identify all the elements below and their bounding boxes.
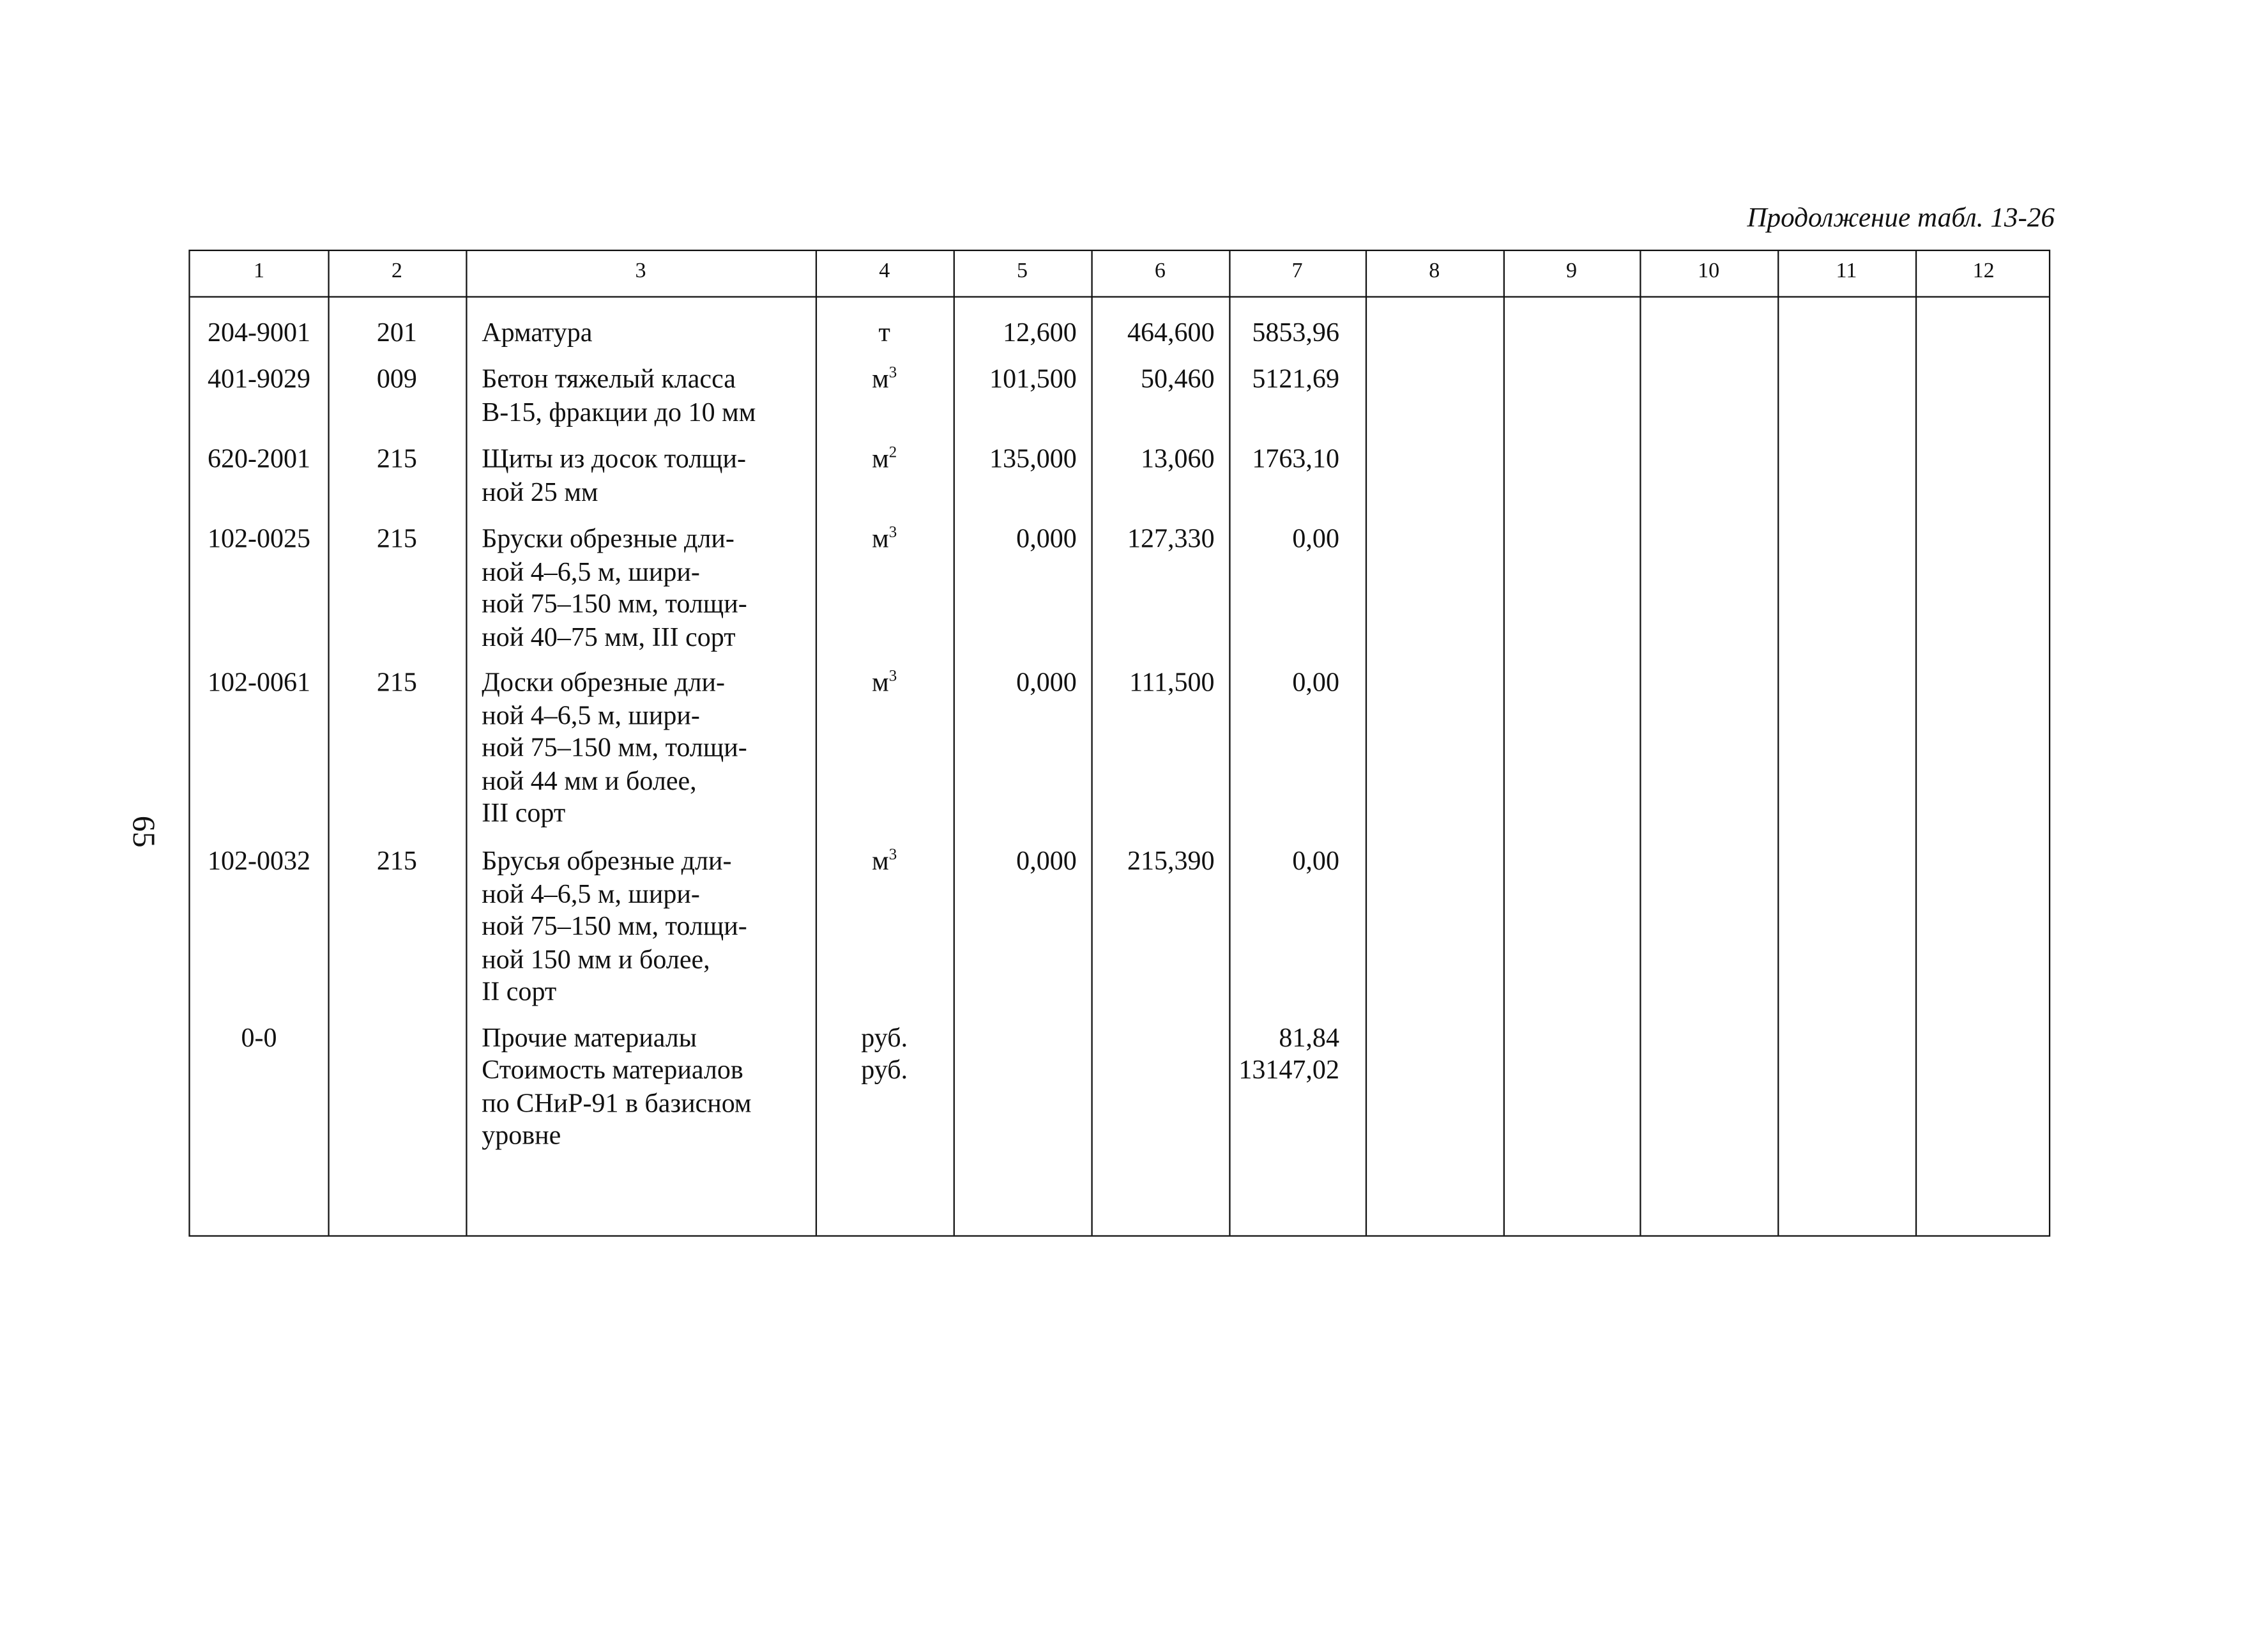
resource-name-line: В-15, фракции до 10 мм — [482, 398, 756, 428]
total-cost: 1763,10 — [1252, 445, 1339, 475]
column-header: 1 — [254, 259, 265, 284]
resource-name-line: ной 44 мм и более, — [482, 767, 697, 797]
resource-name-line: Брусья обрезные дли- — [482, 847, 732, 877]
group-code: 009 — [376, 365, 417, 395]
unit-price: 111,500 — [1129, 669, 1215, 698]
column-header: 8 — [1429, 259, 1440, 284]
column-divider — [1640, 251, 1641, 1235]
resource-name-line: ной 150 мм и более, — [482, 946, 710, 975]
unit — [816, 524, 954, 556]
unit-text: м — [872, 669, 889, 698]
column-header: 7 — [1291, 259, 1303, 284]
unit — [816, 1055, 954, 1088]
unit — [816, 668, 954, 700]
unit-exponent: 2 — [888, 444, 897, 462]
resource-name-line: ной 4–6,5 м, шири- — [482, 558, 700, 587]
column-header: 4 — [879, 259, 890, 284]
resource-name-line: Арматура — [482, 319, 593, 349]
column-header: 6 — [1154, 259, 1166, 284]
group-code: 215 — [376, 445, 417, 475]
total-cost: 5121,69 — [1252, 365, 1339, 395]
unit-price: 127,330 — [1127, 525, 1215, 555]
table-caption: Продолжение табл. 13-26 — [1747, 203, 2055, 234]
unit — [816, 847, 954, 879]
resource-name — [482, 444, 746, 509]
resource-name-line: Бетон тяжелый класса — [482, 365, 736, 395]
column-divider — [466, 251, 467, 1235]
unit-text: м — [872, 365, 889, 395]
resource-name-line: уровне — [482, 1122, 561, 1151]
unit — [816, 444, 954, 477]
unit-exponent: 3 — [888, 364, 897, 382]
column-divider — [1915, 251, 1917, 1235]
resource-code: 401-9029 — [207, 365, 311, 395]
resource-name — [482, 1055, 751, 1153]
group-code: 215 — [376, 847, 417, 877]
resource-code: 102-0032 — [207, 847, 311, 877]
resource-name-line: Щиты из досок толщи- — [482, 445, 747, 475]
resource-name-line: ной 40–75 мм, III сорт — [482, 623, 736, 653]
unit-text: т — [878, 319, 890, 349]
unit-price: 50,460 — [1140, 365, 1215, 395]
unit-text: м — [872, 445, 889, 475]
unit-price: 464,600 — [1127, 319, 1215, 349]
total-cost: 0,00 — [1292, 847, 1339, 877]
resource-name — [482, 847, 747, 1010]
header-divider — [190, 296, 2049, 297]
total-cost: 0,00 — [1292, 669, 1339, 698]
total-cost: 13147,02 — [1238, 1056, 1339, 1086]
resource-name-line: Прочие материалы — [482, 1024, 697, 1054]
resource-code: 0-0 — [241, 1024, 277, 1054]
column-header: 5 — [1017, 259, 1028, 284]
group-code: 215 — [376, 669, 417, 698]
column-header: 9 — [1565, 259, 1577, 284]
quantity: 0,000 — [1016, 847, 1077, 877]
unit-exponent: 3 — [888, 846, 897, 864]
resource-name-line: Бруски обрезные дли- — [482, 525, 734, 555]
resource-code: 204-9001 — [207, 319, 311, 349]
unit-price: 215,390 — [1127, 847, 1215, 877]
column-divider — [1503, 251, 1505, 1235]
resource-name-line: по СНиР-91 в базисном — [482, 1089, 752, 1119]
group-code: 215 — [376, 525, 417, 555]
quantity: 0,000 — [1016, 525, 1077, 555]
column-header: 11 — [1836, 259, 1857, 284]
quantity: 135,000 — [989, 445, 1077, 475]
quantity: 12,600 — [1003, 319, 1077, 349]
column-divider — [1091, 251, 1092, 1235]
unit-text: руб. — [861, 1024, 908, 1054]
materials-table — [188, 250, 2050, 1237]
unit-exponent: 3 — [888, 524, 897, 542]
resource-name-line: Доски обрезные дли- — [482, 669, 726, 698]
resource-name — [482, 1023, 697, 1056]
resource-name-line: ной 4–6,5 м, шири- — [482, 702, 700, 731]
group-code: 201 — [376, 319, 417, 349]
resource-name-line: ной 25 мм — [482, 478, 598, 508]
unit — [816, 364, 954, 397]
unit-text: руб. — [861, 1056, 908, 1086]
resource-code: 102-0025 — [207, 525, 311, 555]
column-header: 2 — [391, 259, 402, 284]
resource-name-line: Стоимость материалов — [482, 1056, 743, 1086]
unit — [816, 1023, 954, 1056]
quantity: 0,000 — [1016, 669, 1077, 698]
resource-name — [482, 318, 592, 351]
total-cost: 81,84 — [1279, 1024, 1339, 1054]
column-header: 3 — [635, 259, 646, 284]
column-divider — [954, 251, 955, 1235]
column-header: 12 — [1972, 259, 1995, 284]
total-cost: 0,00 — [1292, 525, 1339, 555]
total-cost: 5853,96 — [1252, 319, 1339, 349]
resource-name — [482, 668, 747, 831]
unit-text: м — [872, 525, 889, 555]
resource-name-line: III сорт — [482, 799, 566, 829]
unit-exponent: 3 — [888, 668, 897, 686]
resource-code: 102-0061 — [207, 669, 311, 698]
quantity: 101,500 — [989, 365, 1077, 395]
unit — [816, 318, 954, 351]
column-divider — [1366, 251, 1367, 1235]
column-header: 10 — [1698, 259, 1720, 284]
column-divider — [328, 251, 329, 1235]
resource-name — [482, 524, 747, 654]
unit-text: м — [872, 847, 889, 877]
resource-name — [482, 364, 756, 429]
resource-name-line: II сорт — [482, 978, 557, 1008]
page-number: 65 — [126, 815, 163, 848]
resource-code: 620-2001 — [207, 445, 311, 475]
column-divider — [1777, 251, 1779, 1235]
resource-name-line: ной 75–150 мм, толщи- — [482, 734, 747, 764]
resource-name-line: ной 75–150 мм, толщи- — [482, 590, 747, 620]
unit-price: 13,060 — [1140, 445, 1215, 475]
resource-name-line: ной 4–6,5 м, шири- — [482, 880, 700, 910]
resource-name-line: ной 75–150 мм, толщи- — [482, 913, 747, 942]
